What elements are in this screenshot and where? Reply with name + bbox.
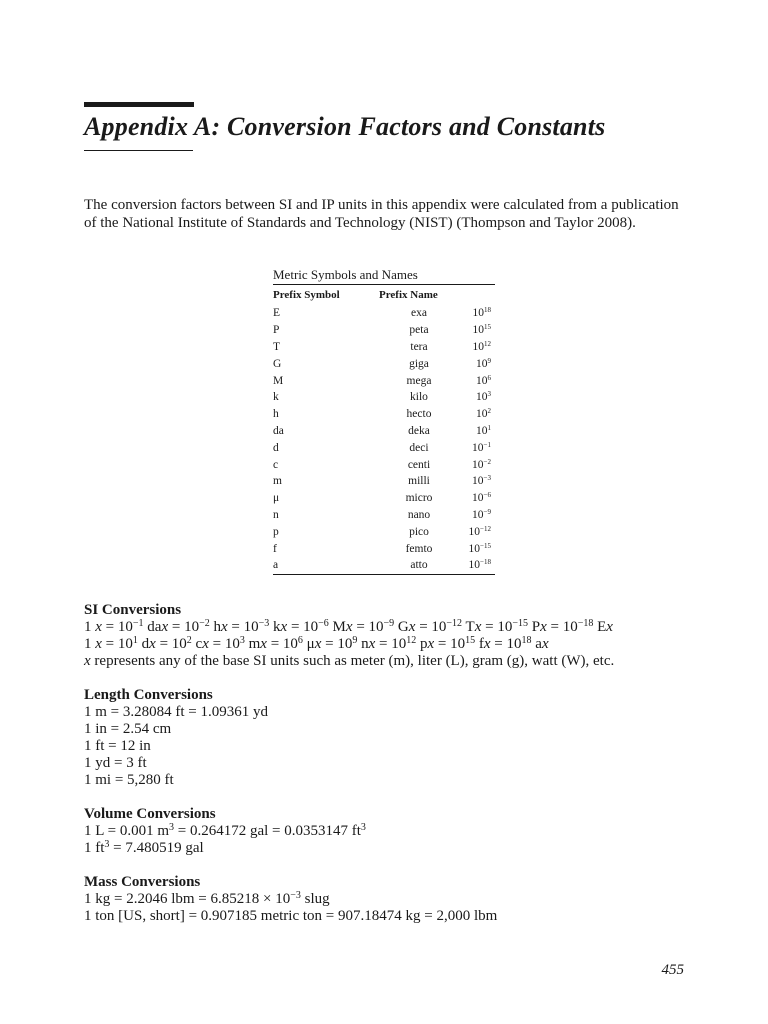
power-base: 10 bbox=[476, 424, 488, 437]
prefix-name: milli bbox=[408, 475, 430, 488]
text-segment: 1 ft = 12 in bbox=[84, 738, 151, 754]
power-base: 10 bbox=[472, 324, 484, 337]
formula-line bbox=[84, 840, 724, 857]
variable: x bbox=[149, 636, 156, 652]
text-segment: 1 mi = 5,280 ft bbox=[84, 772, 174, 788]
prefix-power bbox=[459, 523, 495, 540]
text-segment: a bbox=[531, 636, 542, 652]
variable: x bbox=[202, 636, 209, 652]
text-segment: = 10 bbox=[352, 619, 384, 635]
prefix-name: hecto bbox=[406, 408, 432, 421]
text-segment: = 10 bbox=[481, 619, 513, 635]
text-segment: = 10 bbox=[434, 636, 466, 652]
section-title: Mass Conversions bbox=[84, 874, 201, 890]
text-segment: = 7.480519 gal bbox=[109, 840, 204, 856]
text-segment: represents any of the base SI units such as meter (m), liter (L), gram (g), watt (W), etc. bbox=[90, 653, 615, 669]
table-row bbox=[273, 473, 495, 490]
table-row bbox=[273, 322, 495, 339]
prefix-power bbox=[459, 389, 495, 406]
power-exponent: −12 bbox=[480, 524, 491, 533]
power-exponent: 12 bbox=[484, 339, 491, 348]
col-prefix-symbol: Prefix Symbol bbox=[273, 289, 340, 301]
power-exponent: 18 bbox=[484, 306, 491, 315]
exponent: −6 bbox=[318, 618, 329, 629]
text-segment: n bbox=[357, 636, 369, 652]
page-number: 455 bbox=[661, 962, 684, 978]
text-segment: = 10 bbox=[546, 619, 578, 635]
prefix-power bbox=[459, 439, 495, 456]
prefix-power bbox=[459, 339, 495, 356]
text-segment: = 10 bbox=[490, 636, 522, 652]
conversion-section bbox=[84, 602, 724, 670]
variable: x bbox=[345, 619, 353, 635]
prefix-power bbox=[459, 557, 495, 574]
power-exponent: 3 bbox=[487, 390, 491, 399]
exponent: −2 bbox=[199, 618, 210, 629]
text-segment: k bbox=[269, 619, 281, 635]
exponent: 2 bbox=[186, 635, 192, 646]
variable: x bbox=[474, 619, 482, 635]
text-segment: = 10 bbox=[227, 619, 259, 635]
power-base: 10 bbox=[468, 559, 481, 572]
variable: x bbox=[220, 619, 228, 635]
power-base: 10 bbox=[476, 408, 488, 421]
title-under-rule bbox=[84, 150, 193, 151]
prefix-power bbox=[459, 406, 495, 423]
prefix-symbol: d bbox=[273, 441, 279, 454]
prefix-name: pico bbox=[409, 525, 429, 538]
prefix-symbol: E bbox=[273, 307, 281, 320]
metric-table-caption: Metric Symbols and Names bbox=[273, 267, 418, 282]
power-base: 10 bbox=[476, 374, 488, 387]
exponent: −15 bbox=[512, 618, 528, 629]
text-segment: E bbox=[593, 619, 607, 635]
formula-line bbox=[84, 755, 724, 772]
table-row bbox=[273, 423, 495, 440]
exponent: −3 bbox=[258, 618, 270, 629]
text-segment: d bbox=[137, 636, 150, 652]
text-segment: = 10 bbox=[287, 619, 319, 635]
power-base: 10 bbox=[472, 340, 484, 353]
prefix-name: centi bbox=[407, 458, 431, 471]
prefix-name: micro bbox=[405, 492, 433, 505]
table-row bbox=[273, 523, 495, 540]
formula-line bbox=[84, 636, 724, 653]
table-bottom-rule bbox=[273, 574, 495, 575]
text-segment: μ bbox=[302, 636, 315, 652]
table-row bbox=[273, 305, 495, 322]
formula-line bbox=[84, 891, 724, 908]
text-segment: = 10 bbox=[208, 636, 240, 652]
table-row bbox=[273, 490, 495, 507]
formula-line bbox=[84, 738, 724, 755]
prefix-symbol: k bbox=[273, 391, 279, 404]
exponent: −12 bbox=[446, 618, 463, 629]
power-exponent: 1 bbox=[487, 423, 491, 432]
text-segment: 1 ton [US, short] = 0.907185 metric ton = 907.18474 kg = 2,000 lbm bbox=[84, 908, 498, 924]
text-segment: 1 bbox=[84, 636, 96, 652]
power-exponent: 15 bbox=[484, 323, 491, 332]
variable: x bbox=[483, 636, 491, 652]
text-segment: 1 m = 3.28084 ft = 1.09361 yd bbox=[84, 704, 268, 720]
variable: x bbox=[408, 619, 416, 635]
table-row bbox=[273, 439, 495, 456]
text-segment: f bbox=[475, 636, 484, 652]
metric-table-body bbox=[273, 305, 495, 574]
prefix-name: mega bbox=[406, 374, 432, 387]
prefix-name: nano bbox=[407, 508, 431, 521]
text-segment: = 10 bbox=[101, 619, 133, 635]
exponent: −9 bbox=[383, 618, 395, 629]
variable: x bbox=[606, 619, 613, 635]
prefix-name: kilo bbox=[410, 391, 428, 404]
variable: x bbox=[540, 619, 547, 635]
variable: x bbox=[280, 619, 288, 635]
power-base: 10 bbox=[468, 525, 481, 538]
prefix-name: femto bbox=[405, 542, 433, 555]
table-row bbox=[273, 540, 495, 557]
prefix-power bbox=[459, 372, 495, 389]
table-row bbox=[273, 406, 495, 423]
prefix-name: exa bbox=[411, 307, 427, 320]
text-segment: = 10 bbox=[155, 636, 187, 652]
exponent: 15 bbox=[465, 635, 476, 646]
exponent: 3 bbox=[360, 822, 366, 833]
prefix-symbol: c bbox=[273, 458, 279, 471]
exponent: 3 bbox=[104, 839, 110, 850]
prefix-power bbox=[459, 322, 495, 339]
prefix-symbol: p bbox=[273, 525, 279, 538]
text-segment: 1 L = 0.001 m bbox=[84, 823, 169, 839]
text-segment: P bbox=[527, 619, 541, 635]
power-exponent: −6 bbox=[483, 491, 491, 500]
power-base: 10 bbox=[472, 475, 484, 488]
prefix-symbol: f bbox=[273, 542, 277, 555]
metric-table bbox=[273, 285, 495, 574]
prefix-name: tera bbox=[410, 340, 428, 353]
text-segment: = 10 bbox=[375, 636, 407, 652]
prefix-power bbox=[459, 490, 495, 507]
col-power bbox=[459, 285, 495, 305]
power-exponent: −1 bbox=[483, 440, 491, 449]
table-row bbox=[273, 339, 495, 356]
exponent: 18 bbox=[521, 635, 532, 646]
prefix-power bbox=[459, 456, 495, 473]
text-segment: M bbox=[328, 619, 346, 635]
text-segment: 1 yd = 3 ft bbox=[84, 755, 147, 771]
prefix-power bbox=[459, 507, 495, 524]
exponent: 6 bbox=[297, 635, 303, 646]
formula-line bbox=[84, 823, 724, 840]
formula-line bbox=[84, 704, 724, 721]
power-exponent: 9 bbox=[487, 356, 491, 365]
prefix-symbol: μ bbox=[273, 492, 280, 505]
prefix-symbol: n bbox=[273, 508, 279, 521]
power-exponent: −9 bbox=[483, 507, 491, 516]
prefix-symbol: T bbox=[273, 340, 281, 353]
title-top-rule bbox=[84, 102, 194, 107]
formula-line bbox=[84, 653, 724, 670]
power-base: 10 bbox=[472, 508, 484, 521]
table-row bbox=[273, 557, 495, 574]
prefix-name: giga bbox=[409, 357, 429, 370]
table-row bbox=[273, 456, 495, 473]
prefix-symbol: m bbox=[273, 475, 282, 488]
table-row bbox=[273, 389, 495, 406]
metric-table-block bbox=[273, 266, 495, 575]
text-segment: 1 in = 2.54 cm bbox=[84, 721, 172, 737]
prefix-symbol: M bbox=[273, 374, 284, 387]
text-segment: = 10 bbox=[415, 619, 447, 635]
variable: x bbox=[260, 636, 267, 652]
power-base: 10 bbox=[472, 307, 484, 320]
prefix-power bbox=[459, 473, 495, 490]
table-row bbox=[273, 355, 495, 372]
formula-line bbox=[84, 908, 724, 925]
prefix-name: atto bbox=[410, 559, 428, 572]
text-segment: 1 bbox=[84, 619, 96, 635]
exponent: 12 bbox=[406, 635, 417, 646]
section-title: Volume Conversions bbox=[84, 806, 216, 822]
variable: x bbox=[161, 619, 169, 635]
text-segment: T bbox=[462, 619, 475, 635]
text-segment: 1 ft bbox=[84, 840, 105, 856]
variable: x bbox=[95, 619, 102, 635]
intro-paragraph: The conversion factors between SI and IP units in this appendix were calculated from a publication of the National Institute of Standards and Technology (NIST) (Thompson and Taylor 2008). bbox=[84, 197, 679, 231]
formula-line bbox=[84, 721, 724, 738]
text-segment: 1 kg = 2.2046 lbm = 6.85218 × 10 bbox=[84, 891, 291, 907]
conversion-section bbox=[84, 687, 724, 789]
text-segment: p bbox=[416, 636, 428, 652]
prefix-name: peta bbox=[409, 324, 429, 337]
page-title: Appendix A: Conversion Factors and Constants bbox=[84, 112, 606, 141]
text-segment: c bbox=[191, 636, 203, 652]
text-segment: slug bbox=[300, 891, 330, 907]
power-exponent: −15 bbox=[480, 541, 491, 550]
table-header-row bbox=[273, 285, 495, 305]
variable: x bbox=[314, 636, 322, 652]
table-row bbox=[273, 507, 495, 524]
text-segment: = 10 bbox=[266, 636, 298, 652]
exponent: −18 bbox=[577, 618, 594, 629]
table-row bbox=[273, 372, 495, 389]
text-segment: da bbox=[143, 619, 162, 635]
col-prefix-name: Prefix Name bbox=[379, 289, 438, 301]
variable: x bbox=[368, 636, 376, 652]
variable: x bbox=[95, 636, 102, 652]
power-base: 10 bbox=[472, 492, 484, 505]
text-segment: = 10 bbox=[168, 619, 200, 635]
power-exponent: −18 bbox=[480, 558, 491, 567]
conversion-section bbox=[84, 806, 724, 857]
exponent: 9 bbox=[352, 635, 358, 646]
prefix-symbol: P bbox=[273, 324, 280, 337]
prefix-power bbox=[459, 355, 495, 372]
power-base: 10 bbox=[472, 441, 484, 454]
power-exponent: −3 bbox=[483, 474, 491, 483]
section-title: Length Conversions bbox=[84, 687, 213, 703]
prefix-symbol: h bbox=[273, 408, 279, 421]
prefix-name: deci bbox=[409, 441, 429, 454]
power-base: 10 bbox=[476, 357, 488, 370]
conversion-sections bbox=[84, 602, 724, 942]
text-segment: m bbox=[244, 636, 261, 652]
exponent: −3 bbox=[290, 890, 301, 901]
prefix-power bbox=[459, 305, 495, 322]
power-base: 10 bbox=[472, 458, 484, 471]
text-segment: G bbox=[394, 619, 409, 635]
power-exponent: 6 bbox=[487, 373, 491, 382]
exponent: −1 bbox=[132, 618, 144, 629]
power-exponent: −2 bbox=[483, 457, 491, 466]
prefix-symbol: G bbox=[273, 357, 282, 370]
text-segment: h bbox=[209, 619, 221, 635]
prefix-power bbox=[459, 423, 495, 440]
prefix-symbol: da bbox=[273, 424, 284, 437]
exponent: 3 bbox=[239, 635, 245, 646]
formula-line bbox=[84, 619, 724, 636]
prefix-power bbox=[459, 540, 495, 557]
text-segment: = 10 bbox=[101, 636, 133, 652]
power-base: 10 bbox=[468, 542, 481, 555]
power-exponent: 2 bbox=[487, 407, 491, 416]
text-segment: = 0.264172 gal = 0.0353147 ft bbox=[173, 823, 361, 839]
exponent: 1 bbox=[132, 635, 138, 646]
section-title: SI Conversions bbox=[84, 602, 182, 618]
variable: x bbox=[427, 636, 435, 652]
prefix-name: deka bbox=[408, 424, 430, 437]
text-segment: = 10 bbox=[321, 636, 353, 652]
prefix-symbol: a bbox=[273, 559, 279, 572]
variable: x bbox=[84, 653, 91, 669]
formula-line bbox=[84, 772, 724, 789]
conversion-section bbox=[84, 874, 724, 925]
exponent: 3 bbox=[168, 822, 174, 833]
power-base: 10 bbox=[476, 391, 488, 404]
variable: x bbox=[541, 636, 549, 652]
